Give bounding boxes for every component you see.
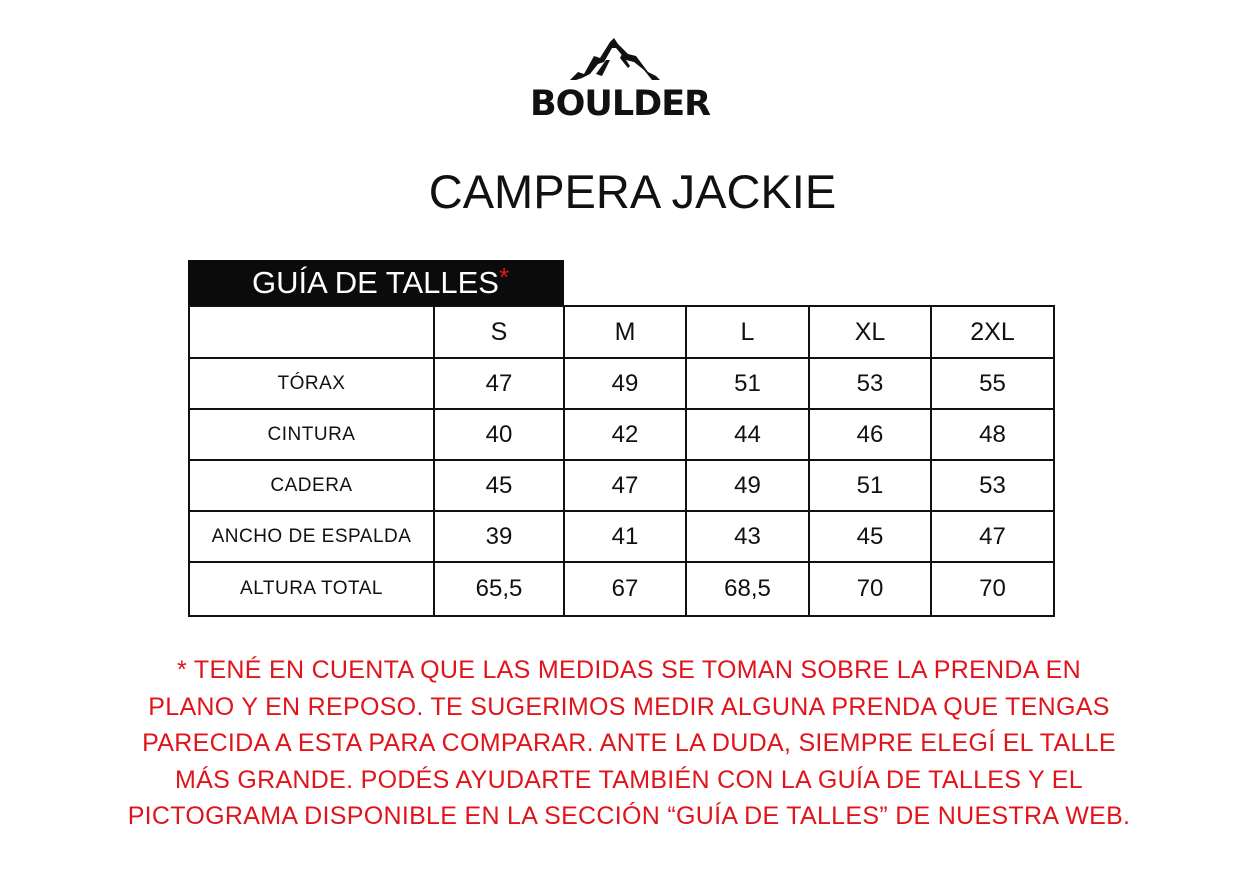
size-header-row <box>189 306 1054 358</box>
table-row <box>189 460 1054 511</box>
product-title: CAMPERA JACKIE <box>428 165 837 218</box>
measure-value: 70 <box>809 562 931 616</box>
empty-header-cell <box>189 306 434 358</box>
measure-value: 65,5 <box>434 562 564 616</box>
table-row <box>189 409 1054 460</box>
table-row <box>189 511 1054 562</box>
measure-value: 40 <box>434 409 564 460</box>
measure-value: 67 <box>564 562 686 616</box>
measure-value: 45 <box>434 460 564 511</box>
mountain-icon <box>570 34 660 84</box>
brand-name: BOULDER <box>530 84 711 124</box>
measure-value: 49 <box>686 460 809 511</box>
size-table <box>188 305 1055 617</box>
measurement-note <box>60 652 1198 835</box>
measure-value: 47 <box>564 460 686 511</box>
measure-value: 55 <box>931 358 1054 409</box>
measure-value: 53 <box>931 460 1054 511</box>
note-line: * TENÉ EN CUENTA QUE LAS MEDIDAS SE TOMAN SOBRE LA PRENDA EN <box>177 656 1081 684</box>
measure-value: 44 <box>686 409 809 460</box>
measure-value: 43 <box>686 511 809 562</box>
measure-value: 42 <box>564 409 686 460</box>
measure-value: 49 <box>564 358 686 409</box>
measure-value: 51 <box>686 358 809 409</box>
measure-value: 48 <box>931 409 1054 460</box>
size-guide-heading <box>188 260 564 306</box>
measure-value: 45 <box>809 511 931 562</box>
measure-value: 47 <box>434 358 564 409</box>
measure-label: TÓRAX <box>189 358 434 409</box>
size-header-m: M <box>564 306 686 358</box>
measure-value: 70 <box>931 562 1054 616</box>
measure-label: CINTURA <box>189 409 434 460</box>
measure-value: 46 <box>809 409 931 460</box>
brand-logo <box>530 34 711 124</box>
measure-label: ANCHO DE ESPALDA <box>189 511 434 562</box>
note-line: PLANO Y EN REPOSO. TE SUGERIMOS MEDIR ALGUNA PRENDA QUE TENGAS <box>148 692 1110 721</box>
table-row <box>189 562 1054 616</box>
measure-value: 39 <box>434 511 564 562</box>
measure-value: 53 <box>809 358 931 409</box>
measure-value: 51 <box>809 460 931 511</box>
measure-value: 47 <box>931 511 1054 562</box>
note-line: PARECIDA A ESTA PARA COMPARAR. ANTE LA DUDA, SIEMPRE ELEGÍ EL TALLE <box>142 729 1116 757</box>
note-line: PICTOGRAMA DISPONIBLE EN LA SECCIÓN “GUÍA DE TALLES” DE NUESTRA WEB. <box>127 802 1131 830</box>
size-header-xl: XL <box>809 306 931 358</box>
table-row <box>189 358 1054 409</box>
size-guide-heading-text: GUÍA DE TALLES <box>252 265 499 300</box>
measure-value: 68,5 <box>686 562 809 616</box>
measure-label: CADERA <box>189 460 434 511</box>
size-header-l: L <box>686 306 809 358</box>
footnote-marker: * <box>498 262 510 292</box>
size-header-s: S <box>434 306 564 358</box>
measure-label: ALTURA TOTAL <box>189 562 434 616</box>
note-line: MÁS GRANDE. PODÉS AYUDARTE TAMBIÉN CON LA GUÍA DE TALLES Y EL <box>175 765 1083 794</box>
size-header-2xl: 2XL <box>931 306 1054 358</box>
measure-value: 41 <box>564 511 686 562</box>
